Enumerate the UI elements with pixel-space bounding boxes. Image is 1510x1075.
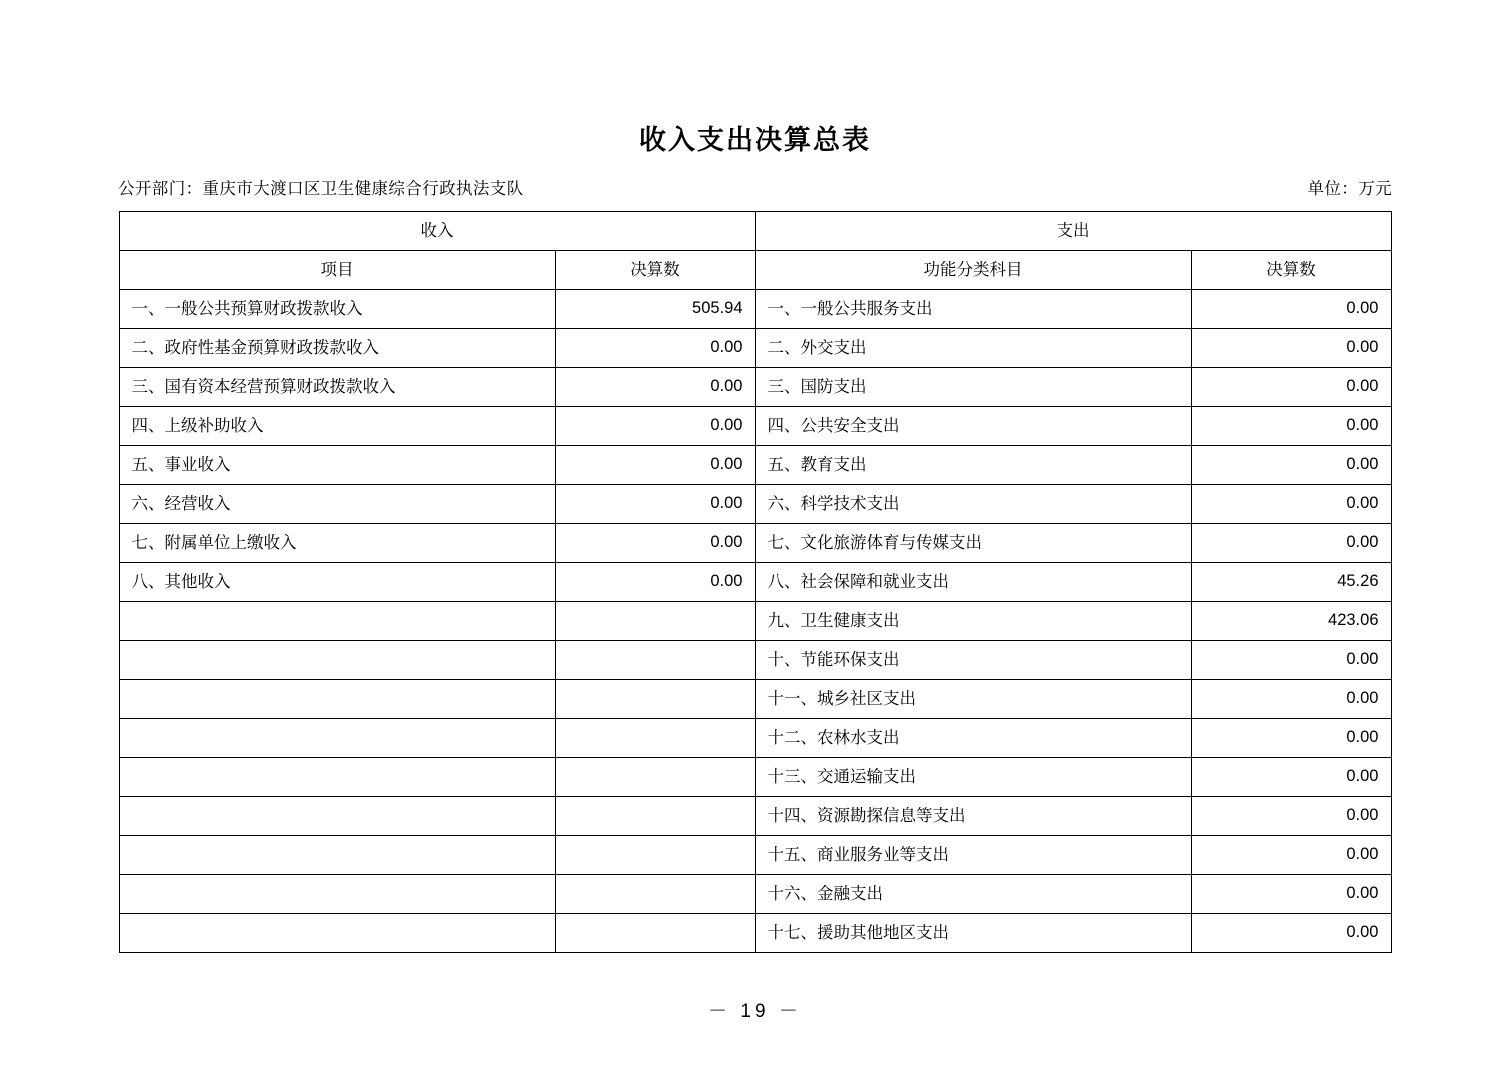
- income-amount-cell: [555, 875, 755, 914]
- table-row: [119, 914, 1391, 953]
- expenditure-amount-cell: 0.00: [1191, 329, 1391, 368]
- expenditure-amount-cell: 0.00: [1191, 524, 1391, 563]
- income-amount-cell: [555, 680, 755, 719]
- table-row: [119, 368, 1391, 407]
- table-group-header-row: [119, 212, 1391, 251]
- document-meta: [118, 175, 1392, 199]
- page-number: － 19 －: [708, 1001, 802, 1022]
- income-item-cell: [119, 758, 555, 797]
- expenditure-amount-cell: 0.00: [1191, 836, 1391, 875]
- expenditure-item-cell: 十四、资源勘探信息等支出: [755, 797, 1191, 836]
- income-item-cell: [119, 641, 555, 680]
- expenditure-item-cell: 六、科学技术支出: [755, 485, 1191, 524]
- table-row: [119, 290, 1391, 329]
- income-item-cell: 七、附属单位上缴收入: [119, 524, 555, 563]
- expenditure-amount-cell: 0.00: [1191, 719, 1391, 758]
- expenditure-item-cell: 十、节能环保支出: [755, 641, 1191, 680]
- income-item-cell: [119, 914, 555, 953]
- group-header-expenditure: 支出: [755, 212, 1391, 251]
- expenditure-item-cell: 十七、援助其他地区支出: [755, 914, 1191, 953]
- table-row: [119, 446, 1391, 485]
- income-amount-cell: [555, 641, 755, 680]
- column-header-expenditure-item: 功能分类科目: [755, 251, 1191, 290]
- expenditure-amount-cell: 0.00: [1191, 758, 1391, 797]
- column-header-income-amount: 决算数: [555, 251, 755, 290]
- income-amount-cell: 0.00: [555, 563, 755, 602]
- column-header-expenditure-amount: 决算数: [1191, 251, 1391, 290]
- expenditure-item-cell: 十三、交通运输支出: [755, 758, 1191, 797]
- expenditure-item-cell: 十一、城乡社区支出: [755, 680, 1191, 719]
- income-amount-cell: 0.00: [555, 524, 755, 563]
- expenditure-amount-cell: 0.00: [1191, 290, 1391, 329]
- income-item-cell: [119, 602, 555, 641]
- budget-table: [119, 211, 1392, 953]
- income-amount-cell: 505.94: [555, 290, 755, 329]
- income-amount-cell: [555, 719, 755, 758]
- table-column-header-row: [119, 251, 1391, 290]
- expenditure-amount-cell: 0.00: [1191, 680, 1391, 719]
- income-amount-cell: 0.00: [555, 407, 755, 446]
- table-row: [119, 875, 1391, 914]
- expenditure-item-cell: 八、社会保障和就业支出: [755, 563, 1191, 602]
- expenditure-item-cell: 七、文化旅游体育与传媒支出: [755, 524, 1191, 563]
- expenditure-amount-cell: 423.06: [1191, 602, 1391, 641]
- income-item-cell: [119, 680, 555, 719]
- income-item-cell: [119, 875, 555, 914]
- expenditure-amount-cell: 45.26: [1191, 563, 1391, 602]
- expenditure-item-cell: 十五、商业服务业等支出: [755, 836, 1191, 875]
- table-row: [119, 836, 1391, 875]
- table-row: [119, 758, 1391, 797]
- expenditure-amount-cell: 0.00: [1191, 641, 1391, 680]
- income-amount-cell: [555, 758, 755, 797]
- expenditure-amount-cell: 0.00: [1191, 914, 1391, 953]
- table-row: [119, 563, 1391, 602]
- expenditure-item-cell: 三、国防支出: [755, 368, 1191, 407]
- income-amount-cell: 0.00: [555, 485, 755, 524]
- income-item-cell: 八、其他收入: [119, 563, 555, 602]
- expenditure-item-cell: 九、卫生健康支出: [755, 602, 1191, 641]
- income-amount-cell: 0.00: [555, 368, 755, 407]
- expenditure-amount-cell: 0.00: [1191, 407, 1391, 446]
- income-item-cell: 六、经营收入: [119, 485, 555, 524]
- department-label: 公开部门：重庆市大渡口区卫生健康综合行政执法支队: [118, 179, 524, 198]
- expenditure-item-cell: 一、一般公共服务支出: [755, 290, 1191, 329]
- expenditure-amount-cell: 0.00: [1191, 875, 1391, 914]
- column-header-income-item: 项目: [119, 251, 555, 290]
- table-row: [119, 407, 1391, 446]
- expenditure-item-cell: 十二、农林水支出: [755, 719, 1191, 758]
- expenditure-amount-cell: 0.00: [1191, 485, 1391, 524]
- expenditure-item-cell: 十六、金融支出: [755, 875, 1191, 914]
- income-item-cell: 五、事业收入: [119, 446, 555, 485]
- unit-label: 单位：万元: [1307, 179, 1392, 198]
- table-row: [119, 797, 1391, 836]
- table-row: [119, 719, 1391, 758]
- income-amount-cell: [555, 797, 755, 836]
- table-row: [119, 602, 1391, 641]
- income-item-cell: [119, 836, 555, 875]
- page-title: 收入支出决算总表: [639, 125, 871, 155]
- expenditure-amount-cell: 0.00: [1191, 368, 1391, 407]
- table-row: [119, 524, 1391, 563]
- income-item-cell: 二、政府性基金预算财政拨款收入: [119, 329, 555, 368]
- income-amount-cell: [555, 914, 755, 953]
- expenditure-item-cell: 五、教育支出: [755, 446, 1191, 485]
- table-row: [119, 485, 1391, 524]
- group-header-income: 收入: [119, 212, 755, 251]
- income-item-cell: [119, 797, 555, 836]
- table-row: [119, 641, 1391, 680]
- expenditure-amount-cell: 0.00: [1191, 446, 1391, 485]
- income-amount-cell: 0.00: [555, 446, 755, 485]
- table-row: [119, 329, 1391, 368]
- table-row: [119, 680, 1391, 719]
- income-item-cell: 四、上级补助收入: [119, 407, 555, 446]
- expenditure-amount-cell: 0.00: [1191, 797, 1391, 836]
- income-item-cell: 一、一般公共预算财政拨款收入: [119, 290, 555, 329]
- income-amount-cell: [555, 836, 755, 875]
- income-amount-cell: 0.00: [555, 329, 755, 368]
- expenditure-item-cell: 四、公共安全支出: [755, 407, 1191, 446]
- expenditure-item-cell: 二、外交支出: [755, 329, 1191, 368]
- income-amount-cell: [555, 602, 755, 641]
- income-item-cell: 三、国有资本经营预算财政拨款收入: [119, 368, 555, 407]
- income-item-cell: [119, 719, 555, 758]
